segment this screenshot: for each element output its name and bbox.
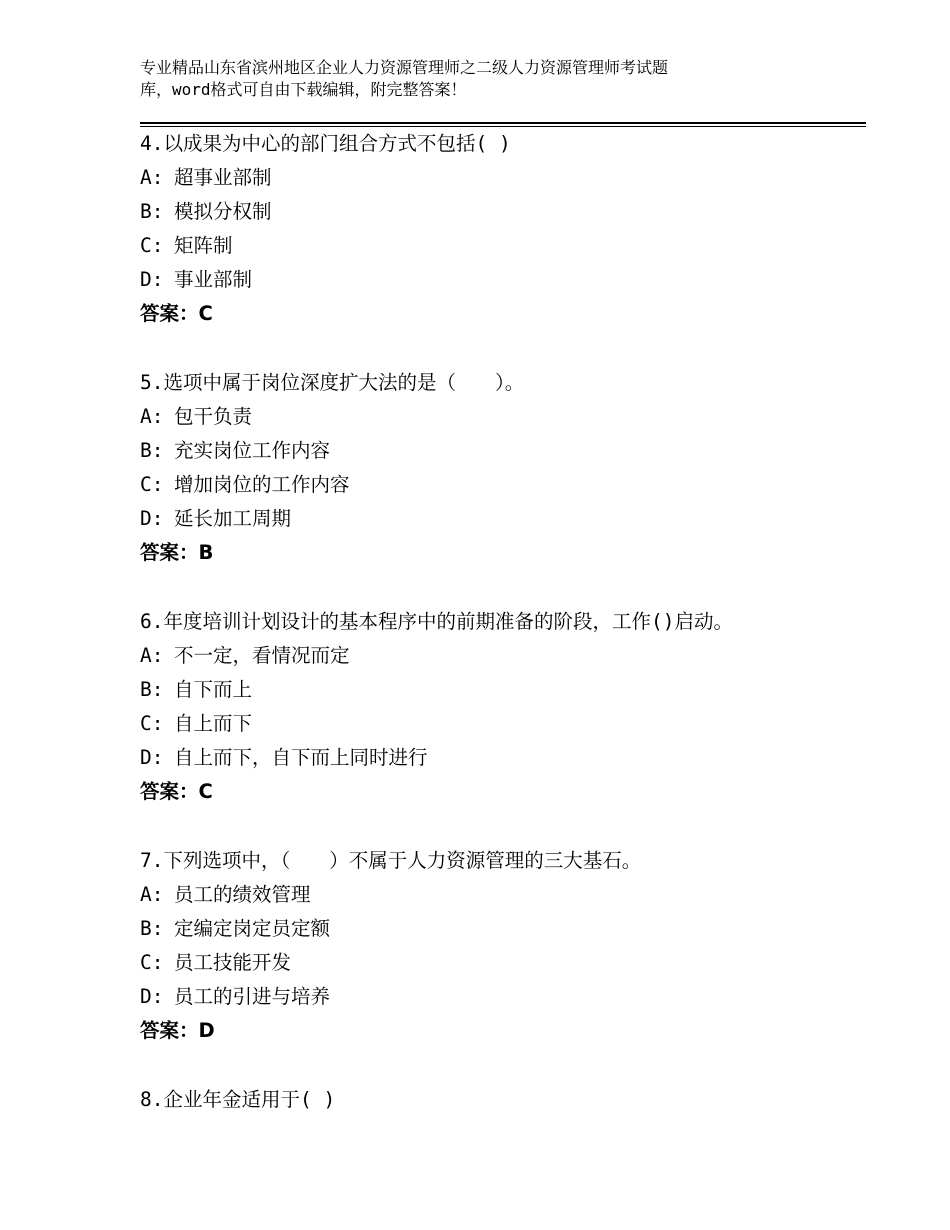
- option-a: A: 不一定，看情况而定: [140, 644, 350, 667]
- question-4: [140, 127, 866, 331]
- answer: 答案：C: [140, 302, 213, 325]
- question-stem: 4.以成果为中心的部门组合方式不包括( ): [140, 132, 511, 155]
- question-stem: 7.下列选项中，（ ）不属于人力资源管理的三大基石。: [140, 849, 642, 872]
- option-c: C: 员工技能开发: [140, 951, 292, 974]
- option-c: C: 增加岗位的工作内容: [140, 473, 350, 496]
- option-d: D: 延长加工周期: [140, 507, 292, 530]
- answer: 答案：C: [140, 780, 213, 803]
- option-a: A: 员工的绩效管理: [140, 883, 311, 906]
- header-rule-thick: [140, 122, 866, 124]
- option-d: D: 自上而下，自下而上同时进行: [140, 746, 428, 769]
- question-stem: 6.年度培训计划设计的基本程序中的前期准备的阶段，工作()启动。: [140, 610, 733, 633]
- header-line-1: 专业精品山东省滨州地区企业人力资源管理师之二级人力资源管理师考试题: [140, 58, 669, 77]
- question-7: [140, 844, 866, 1048]
- option-c: C: 自上而下: [140, 712, 253, 735]
- answer: 答案：B: [140, 541, 214, 564]
- answer: 答案：D: [140, 1019, 215, 1042]
- option-c: C: 矩阵制: [140, 234, 233, 257]
- option-b: B: 定编定岗定员定额: [140, 917, 331, 940]
- question-5: [140, 366, 866, 570]
- question-stem: 5.选项中属于岗位深度扩大法的是（ ）。: [140, 371, 525, 394]
- option-d: D: 员工的引进与培养: [140, 985, 331, 1008]
- option-d: D: 事业部制: [140, 268, 253, 291]
- option-b: B: 充实岗位工作内容: [140, 439, 331, 462]
- option-a: A: 包干负责: [140, 405, 253, 428]
- question-stem: 8.企业年金适用于( ): [140, 1088, 336, 1111]
- document-header: [140, 57, 780, 101]
- question-8: [140, 1083, 866, 1117]
- header-line-2: 库，word格式可自由下载编辑，附完整答案！: [140, 80, 467, 99]
- option-b: B: 模拟分权制: [140, 200, 272, 223]
- option-b: B: 自下而上: [140, 678, 253, 701]
- option-a: A: 超事业部制: [140, 166, 272, 189]
- question-6: [140, 605, 866, 809]
